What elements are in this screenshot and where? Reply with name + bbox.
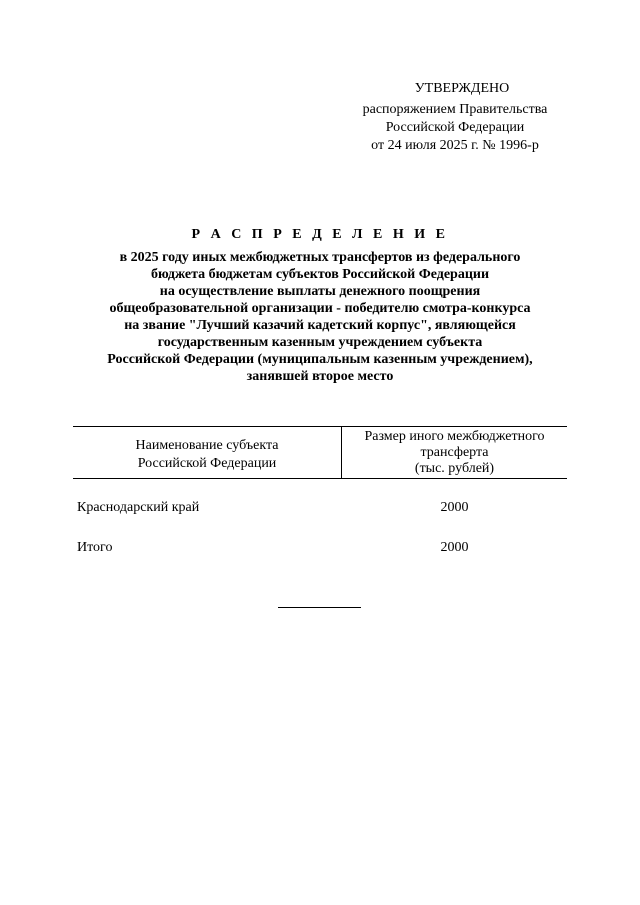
header-line: Российской Федерации — [137, 456, 277, 471]
closing-divider — [278, 607, 361, 608]
subtitle-line: на осуществление выплаты денежного поощрения — [159, 284, 481, 299]
subtitle-line: Российской Федерации (муниципальным казенным учреждением), — [107, 352, 533, 367]
table-header — [73, 426, 567, 479]
row-amount: 2000 — [440, 500, 469, 515]
subtitle-line: государственным казенным учреждением субъекта — [157, 335, 483, 350]
subtitle-line: общеобразовательной организации - победителю смотра-конкурса — [109, 301, 531, 316]
approval-line: распоряжением Правительства — [362, 102, 548, 117]
table-row-total — [73, 540, 567, 560]
distribution-table — [73, 426, 567, 555]
header-line: Размер иного межбюджетного — [364, 429, 545, 444]
subtitle-line: бюджета бюджетам субъектов Российской Федерации — [150, 267, 490, 282]
row-total-label: Итого — [77, 540, 113, 555]
header-transfer-amount — [342, 429, 567, 477]
document-subtitle — [60, 249, 580, 385]
header-line: (тыс. рублей) — [414, 461, 495, 476]
header-subject-name — [73, 437, 341, 473]
approval-title: УТВЕРЖДЕНО — [414, 81, 510, 96]
header-line: трансферта — [420, 445, 489, 460]
subtitle-line: в 2025 году иных межбюджетных трансфертов из федерального — [119, 250, 521, 265]
subtitle-line: занявшей второе место — [246, 369, 394, 384]
header-line: Наименование субъекта — [135, 438, 279, 453]
approval-date-line: от 24 июля 2025 г. № 1996-р — [371, 138, 539, 153]
row-total-amount: 2000 — [440, 540, 469, 555]
table-row — [73, 500, 567, 520]
subtitle-line: на звание "Лучший казачий кадетский корпус", являющейся — [124, 318, 516, 333]
approval-line: Российской Федерации — [385, 120, 525, 135]
row-subject-name: Краснодарский край — [77, 500, 200, 515]
approval-stamp — [340, 80, 570, 155]
document-heading: Р А С П Р Е Д Е Л Е Н И Е — [191, 227, 449, 242]
